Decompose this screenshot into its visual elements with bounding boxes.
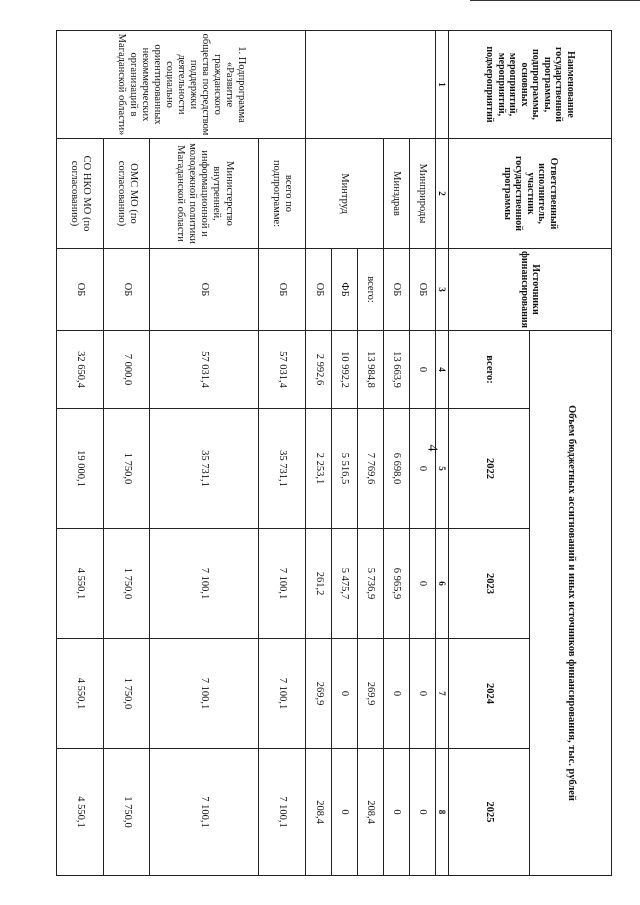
header-2023: 2023 <box>448 529 530 639</box>
header-executor: Ответственный исполнитель, участник государственной программы <box>448 139 611 249</box>
value-cell: 4 550,1 <box>57 749 104 876</box>
subprogram-name: 1. Подпрограмма «Развитие гражданского общества посредством поддержки деятельности социально ориентированных некоммерческих организаций в Магаданской области» <box>57 31 306 139</box>
source-cell: ОБ <box>383 249 409 331</box>
index-cell: 6 <box>435 529 448 639</box>
name-cell-empty <box>306 31 436 139</box>
index-cell: 1 <box>435 31 448 139</box>
executor-cell: ОМС МО (по согласованию) <box>103 139 150 249</box>
header-volume: Объем бюджетных ассигнований и иных источников финансирования, тыс. рублей <box>530 331 612 876</box>
value-cell: 35 731,1 <box>259 409 306 529</box>
executor-cell: СО НКО МО (по согласованию) <box>57 139 104 249</box>
table-row <box>357 31 383 876</box>
value-cell: 0 <box>409 331 435 409</box>
index-cell: 8 <box>435 749 448 876</box>
value-cell: 0 <box>331 639 357 749</box>
value-cell: 7 769,6 <box>357 409 383 529</box>
source-cell: ОБ <box>306 249 332 331</box>
value-cell: 57 031,4 <box>259 331 306 409</box>
value-cell: 7 100,1 <box>259 529 306 639</box>
source-cell: ОБ <box>150 249 259 331</box>
value-cell: 6 965,9 <box>383 529 409 639</box>
value-cell: 7 000,0 <box>103 331 150 409</box>
index-cell: 5 <box>435 409 448 529</box>
index-cell: 4 <box>435 331 448 409</box>
value-cell: 0 <box>409 409 435 529</box>
value-cell: 1 750,0 <box>103 409 150 529</box>
value-cell: 6 698,0 <box>383 409 409 529</box>
value-cell: 5 475,7 <box>331 529 357 639</box>
index-cell: 7 <box>435 639 448 749</box>
index-row <box>435 31 448 876</box>
value-cell: 2 992,6 <box>306 331 332 409</box>
source-cell: ОБ <box>103 249 150 331</box>
table-row <box>103 31 150 876</box>
value-cell: 0 <box>409 749 435 876</box>
index-cell: 2 <box>435 139 448 249</box>
source-cell: ОБ <box>57 249 104 331</box>
source-cell: всего: <box>357 249 383 331</box>
source-cell: ФБ <box>331 249 357 331</box>
value-cell: 261,2 <box>306 529 332 639</box>
header-2025: 2025 <box>448 749 530 876</box>
value-cell: 13 663,9 <box>383 331 409 409</box>
value-cell: 4 550,1 <box>57 529 104 639</box>
table-row <box>409 31 435 876</box>
value-cell: 10 992,2 <box>331 331 357 409</box>
value-cell: 1 750,0 <box>103 529 150 639</box>
value-cell: 208,4 <box>357 749 383 876</box>
executor-cell: Минтруд <box>306 139 384 249</box>
value-cell: 0 <box>383 639 409 749</box>
source-cell: ОБ <box>409 249 435 331</box>
table-row <box>259 31 306 876</box>
table-row <box>383 31 409 876</box>
table-row <box>150 31 259 876</box>
value-cell: 32 650,4 <box>57 331 104 409</box>
table-row <box>57 31 104 876</box>
value-cell: 7 100,1 <box>150 749 259 876</box>
value-cell: 0 <box>331 749 357 876</box>
executor-cell: всего по подпрограмме: <box>259 139 306 249</box>
value-cell: 57 031,4 <box>150 331 259 409</box>
header-2024: 2024 <box>448 639 530 749</box>
value-cell: 269,9 <box>306 639 332 749</box>
financing-table <box>56 30 612 876</box>
header-2022: 2022 <box>448 409 530 529</box>
executor-cell: Минздрав <box>383 139 409 249</box>
value-cell: 0 <box>409 639 435 749</box>
value-cell: 7 100,1 <box>150 529 259 639</box>
value-cell: 35 731,1 <box>150 409 259 529</box>
value-cell: 7 100,1 <box>150 639 259 749</box>
value-cell: 7 100,1 <box>259 639 306 749</box>
value-cell: 0 <box>409 529 435 639</box>
value-cell: 269,9 <box>357 639 383 749</box>
value-cell: 13 984,8 <box>357 331 383 409</box>
value-cell: 5 516,5 <box>331 409 357 529</box>
value-cell: 19 000,1 <box>57 409 104 529</box>
header-name: Наименование государственной программы, подпрограммы, основных мероприятий, мероприятий, подмероприятий <box>448 31 611 139</box>
executor-cell: Министерство внутренней, информационной и молодежной политики Магаданской области <box>150 139 259 249</box>
value-cell: 4 550,1 <box>57 639 104 749</box>
value-cell: 2 253,1 <box>306 409 332 529</box>
value-cell: 7 100,1 <box>259 749 306 876</box>
index-cell: 3 <box>435 249 448 331</box>
header-source: Источники финансирования <box>448 249 611 331</box>
page-number: 4 <box>424 444 440 452</box>
value-cell: 1 750,0 <box>103 749 150 876</box>
value-cell: 5 736,9 <box>357 529 383 639</box>
value-cell: 0 <box>383 749 409 876</box>
rotated-table-container <box>56 30 612 875</box>
top-rule <box>470 0 640 1</box>
header-total: всего: <box>448 331 530 409</box>
source-cell: ОБ <box>259 249 306 331</box>
executor-cell: Минприроды <box>409 139 435 249</box>
value-cell: 1 750,0 <box>103 639 150 749</box>
value-cell: 208,4 <box>306 749 332 876</box>
